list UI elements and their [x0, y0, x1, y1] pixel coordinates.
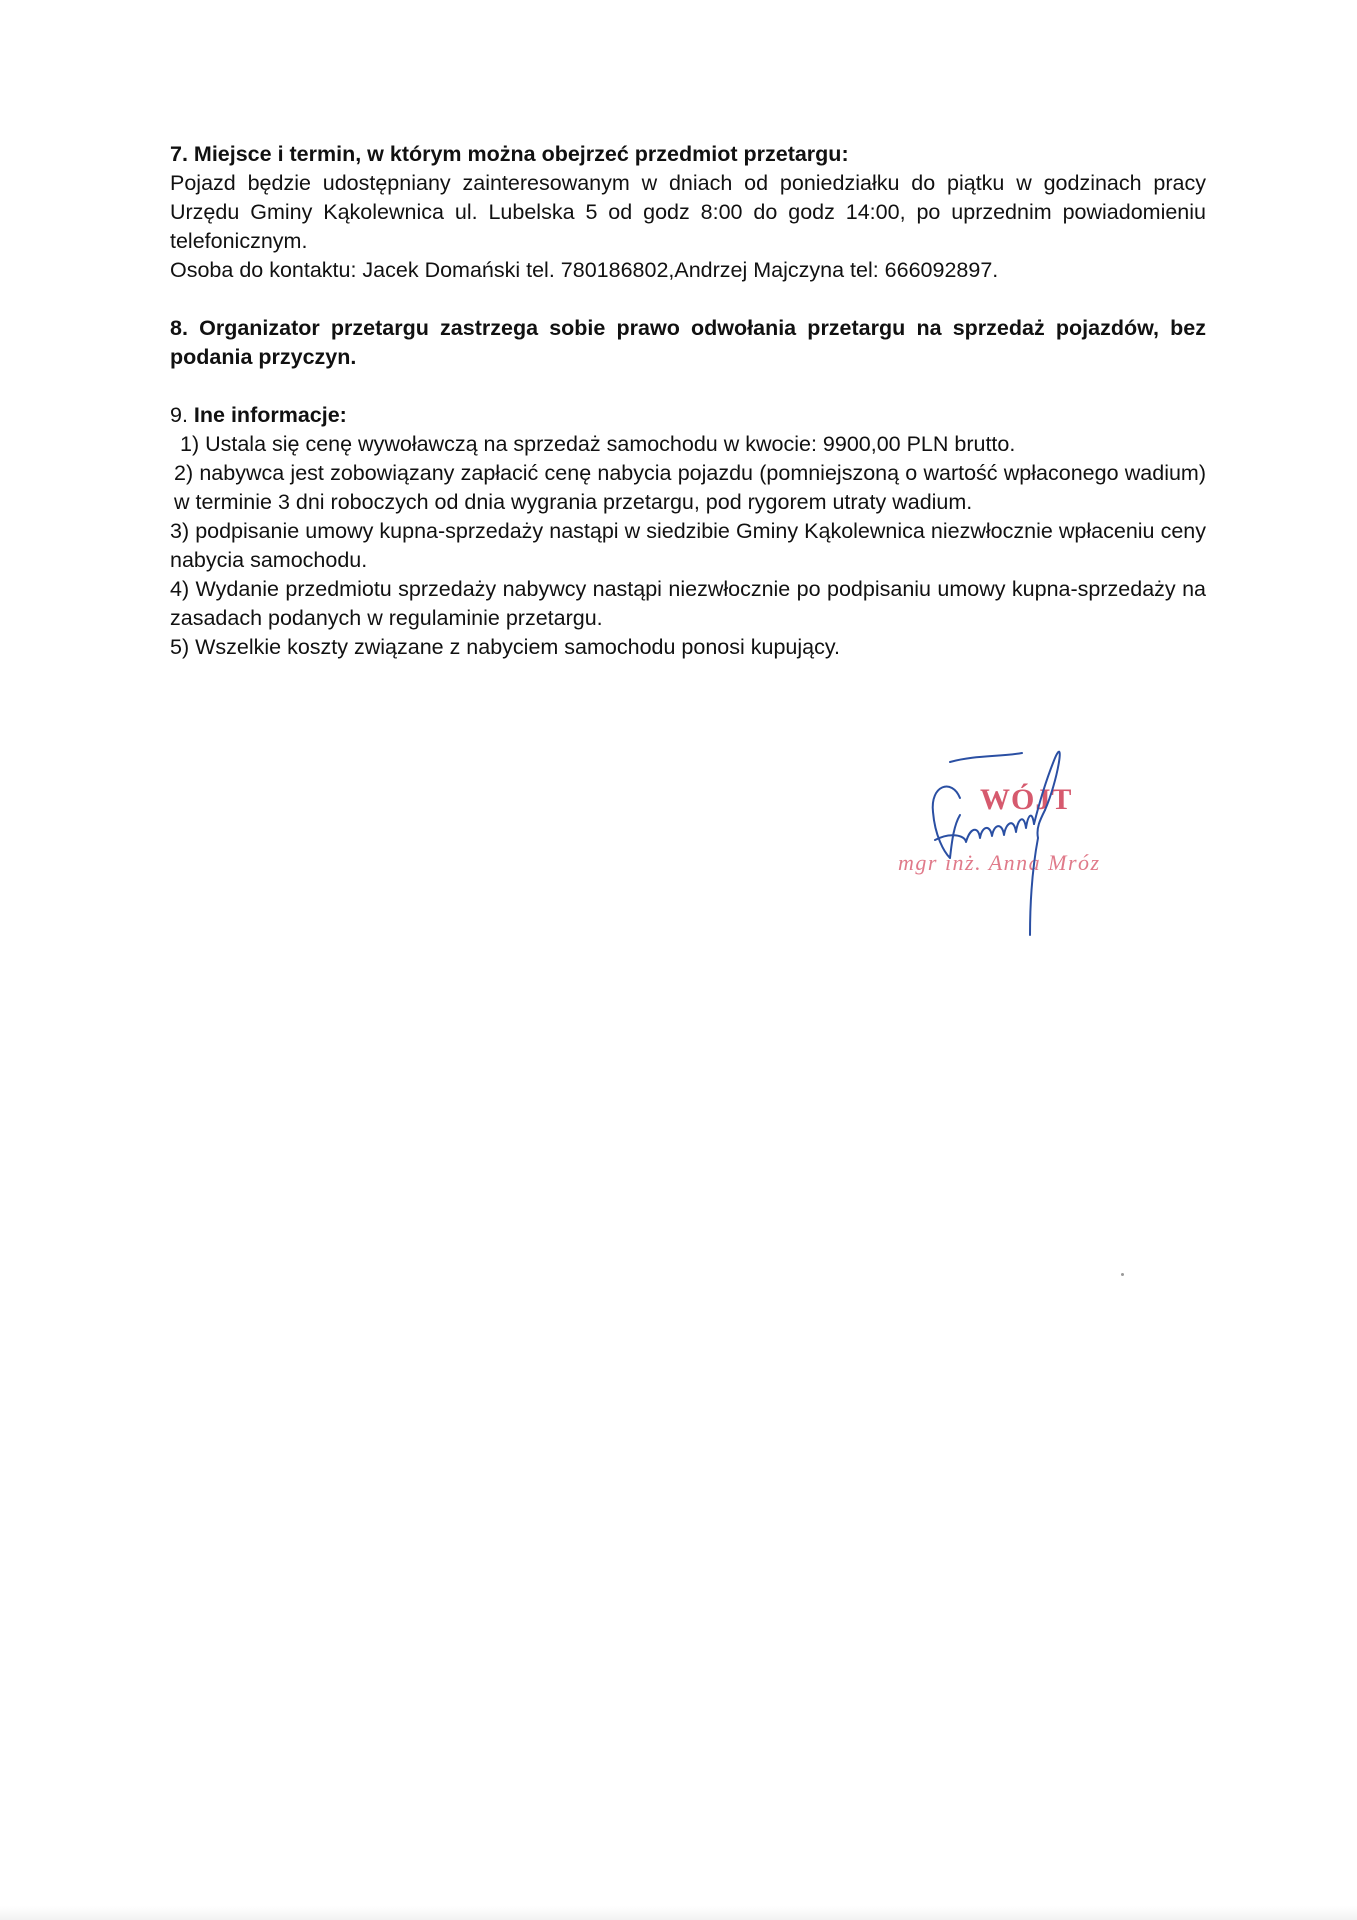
section-9-item-2: 2) nabywca jest zobowiązany zapłacić cenę nabycia pojazdu (pomniejszoną o wartość wpłaconego wadium) w terminie 3 dni roboczych od dnia wygrania przetargu, pod rygorem utraty wadium.: [174, 461, 1206, 514]
document-body: [170, 140, 1206, 662]
section-7-heading: 7. Miejsce i termin, w którym można obejrzeć przedmiot przetargu:: [170, 142, 849, 166]
scan-bottom-edge: [0, 1906, 1357, 1920]
stamp-title: WÓJT: [980, 783, 1073, 816]
section-7-contact: Osoba do kontaktu: Jacek Domański tel. 780186802,Andrzej Majczyna tel: 666092897.: [170, 258, 999, 282]
section-9-title: Ine informacje:: [193, 403, 347, 427]
spacer: [170, 372, 1206, 401]
section-9-item-5: 5) Wszelkie koszty związane z nabyciem samochodu ponosi kupujący.: [170, 635, 840, 659]
handwritten-signature: [890, 740, 1190, 950]
section-9-item-1: 1) Ustala się cenę wywoławczą na sprzedaż samochodu w kwocie: 9900,00 PLN brutto.: [180, 432, 1016, 456]
section-9-item-4: 4) Wydanie przedmiotu sprzedaży nabywcy nastąpi niezwłocznie po podpisaniu umowy kupna-sprzedaży na zasadach podanych w regulaminie przetargu.: [170, 577, 1206, 630]
section-9-heading: [170, 401, 1206, 430]
section-8-text: 8. Organizator przetargu zastrzega sobie prawo odwołania przetargu na sprzedaż pojazdów, bez podania przyczyn.: [170, 316, 1206, 369]
stamp-name: mgr inż. Anna Mróz: [898, 850, 1101, 875]
section-7-body: Pojazd będzie udostępniany zainteresowanym w dniach od poniedziałku do piątku w godzinach pracy Urzędu Gminy Kąkolewnica ul. Lubelska 5 od godz 8:00 do godz 14:00, po uprzednim powiadomieniu telefonicznym.: [170, 171, 1206, 253]
spacer: [170, 285, 1206, 314]
scan-speck: [1121, 1273, 1124, 1276]
section-9-number: 9.: [170, 403, 188, 427]
signature-block: [890, 740, 1190, 950]
section-9-item-3: 3) podpisanie umowy kupna-sprzedaży nastąpi w siedzibie Gminy Kąkolewnica niezwłocznie wpłaceniu ceny nabycia samochodu.: [170, 519, 1206, 572]
